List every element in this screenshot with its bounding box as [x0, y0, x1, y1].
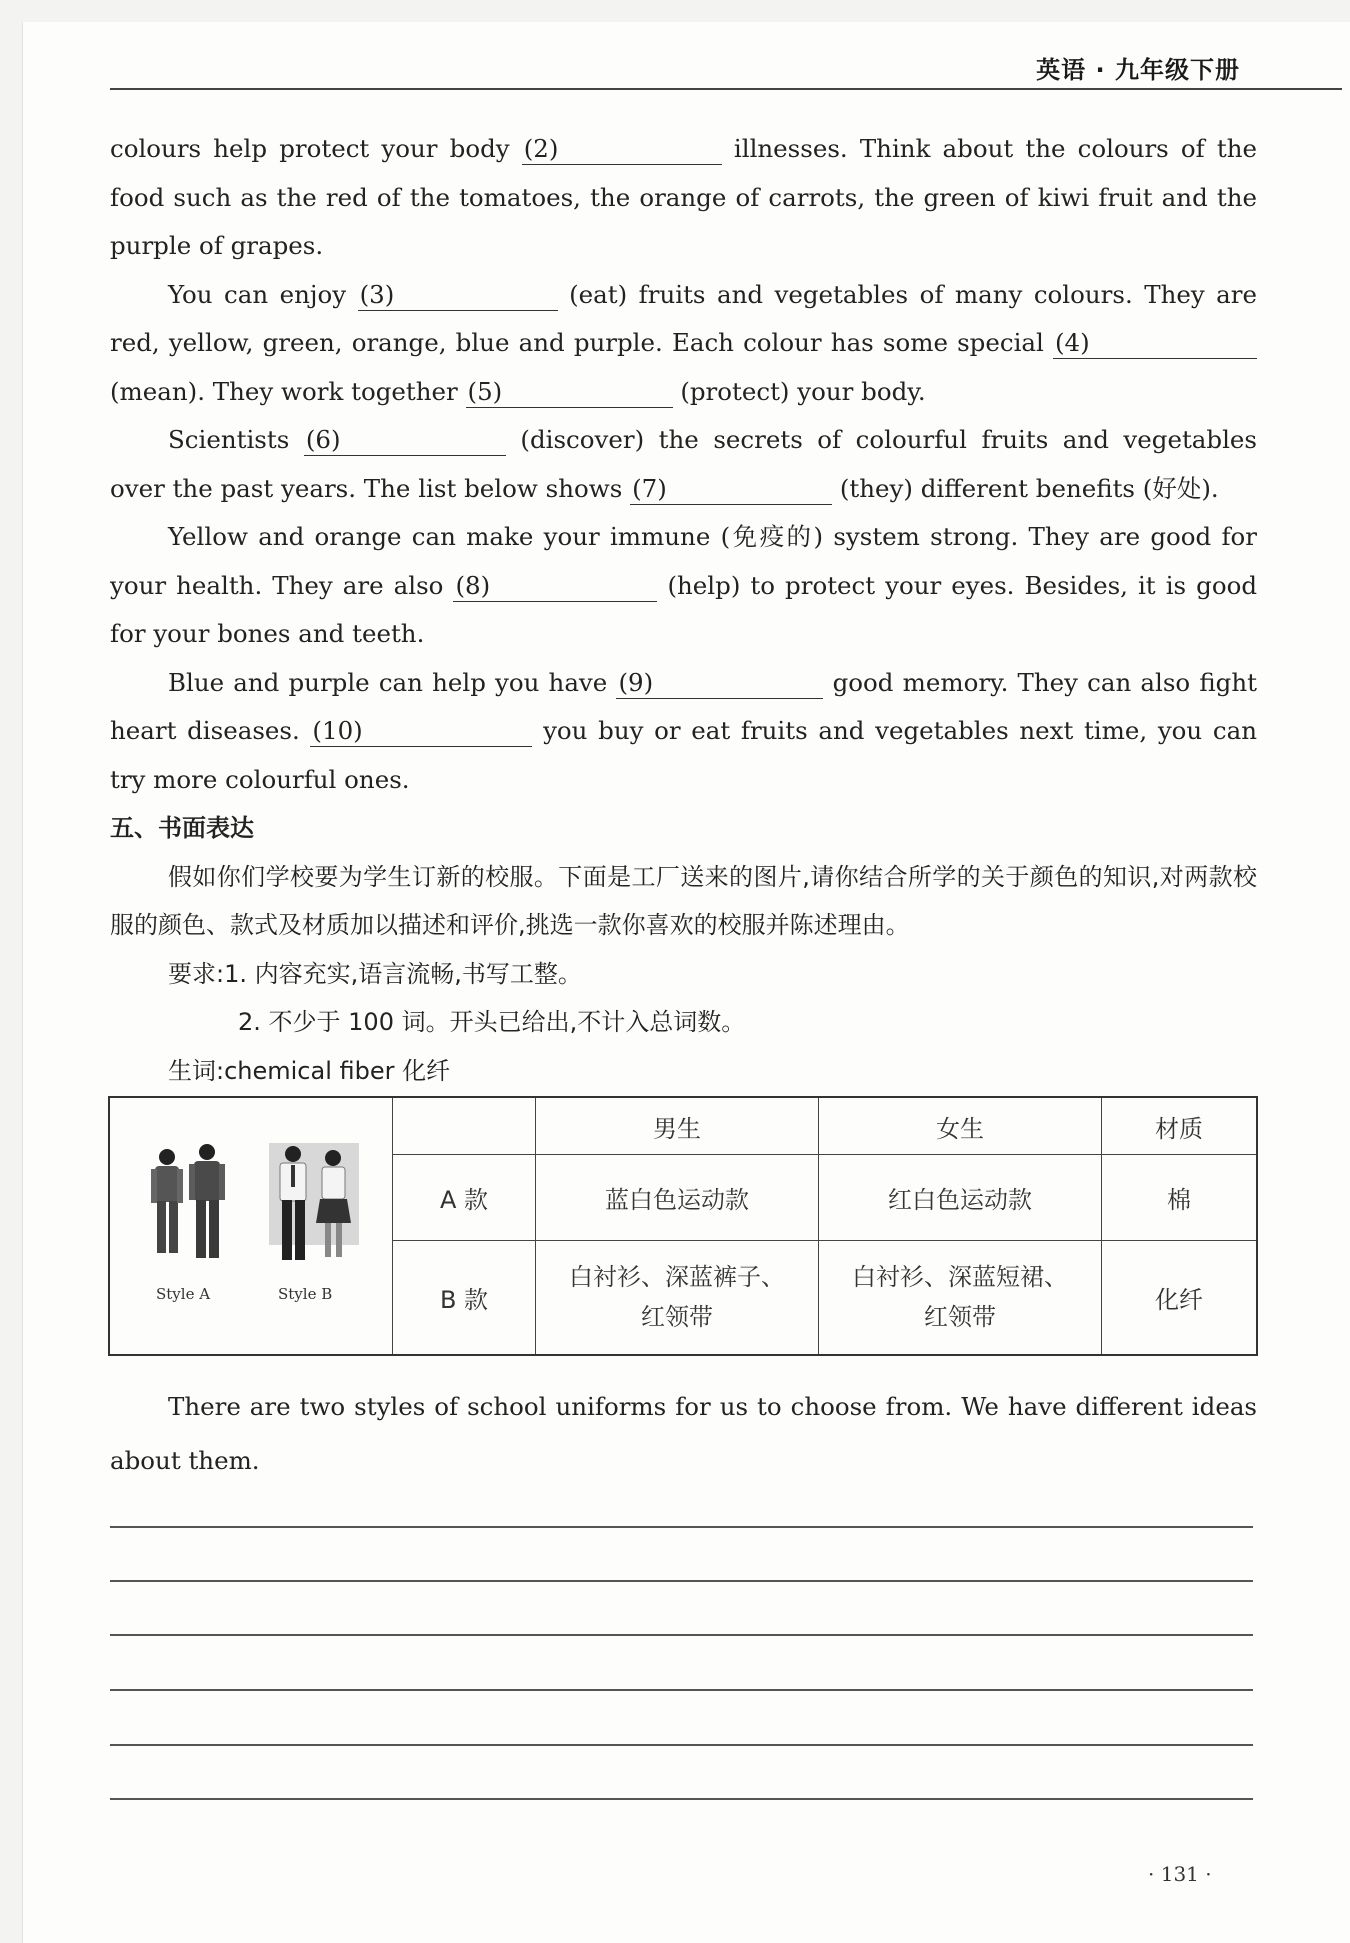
writing-line[interactable]: [110, 1526, 1253, 1528]
boys-style: 蓝白色运动款: [536, 1155, 819, 1240]
girls-style: 白衬衫、深蓝短裙、 红领带: [819, 1240, 1102, 1355]
writing-line[interactable]: [110, 1580, 1253, 1582]
paragraph-1: colours help protect your body (2) illnesses. Think about the colours of the food such as the red of the tomatoes, the orange of carrots, the green of kiwi fruit and the purple of grapes.: [110, 134, 1257, 260]
writing-instruction: 假如你们学校要为学生订新的校服。下面是工厂送来的图片,请你结合所学的关于颜色的知识,对两款校服的颜色、款式及材质加以描述和评价,挑选一款你喜欢的校服并陈述理由。: [110, 862, 1257, 939]
paragraph-4: Yellow and orange can make your immune (免疫的) system strong. They are good for your health. They are also (8) (help) to protect your eyes. Besides, it is good for your bones and teeth.: [110, 522, 1257, 648]
section-title: 五、书面表达: [110, 814, 254, 842]
header-rule: [110, 88, 1342, 90]
material: 化纤: [1102, 1240, 1258, 1355]
requirement-1: 要求:1. 内容充实,语言流畅,书写工整。: [168, 959, 582, 988]
writing-line[interactable]: [110, 1744, 1253, 1746]
paragraph-2: You can enjoy (3) (eat) fruits and vegetables of many colours. They are red, yellow, green, orange, blue and purple. Each colour has some special (4) (mean). They work together (5) (protect) your body.: [110, 279, 1257, 406]
essay-start: There are two styles of school uniforms for us to choose from. We have different ideas about them.: [110, 1392, 1257, 1475]
paragraph-5: Blue and purple can help you have (9) good memory. They can also fight heart diseases. (10) you buy or eat fruits and vegetables next time, you can try more colourful ones.: [110, 667, 1257, 794]
blank-6[interactable]: (6): [304, 425, 506, 456]
style-a-figures: [145, 1143, 233, 1269]
uniform-photos: [111, 1099, 391, 1353]
boys-style: 白衬衫、深蓝裤子、 红领带: [536, 1240, 819, 1355]
writing-line[interactable]: [110, 1689, 1253, 1691]
blank-5[interactable]: (5): [466, 377, 673, 408]
blank-3[interactable]: (3): [358, 280, 558, 311]
blank-10[interactable]: (10): [310, 716, 532, 747]
page-number: · 131 ·: [1148, 1862, 1212, 1886]
uniform-table: [108, 1096, 1258, 1356]
blank-8[interactable]: (8): [453, 571, 657, 602]
blank-9[interactable]: (9): [616, 668, 823, 699]
passage: [110, 125, 1257, 1095]
paragraph-3: Scientists (6) (discover) the secrets of colourful fruits and vegetables over the past years. The list below shows (7) (they) different benefits (好处).: [110, 425, 1257, 503]
blank-2[interactable]: (2): [522, 134, 722, 165]
material: 棉: [1102, 1155, 1258, 1240]
header-cell-boys: 男生: [536, 1097, 819, 1155]
header-cell-empty: [393, 1097, 536, 1155]
row-label: A 款: [393, 1155, 536, 1240]
vocabulary-note: 生词:chemical fiber 化纤: [168, 1056, 451, 1085]
row-label: B 款: [393, 1240, 536, 1355]
requirement-2: 2. 不少于 100 词。开头已给出,不计入总词数。: [238, 1008, 746, 1036]
blank-4[interactable]: (4): [1053, 328, 1257, 359]
writing-line[interactable]: [110, 1634, 1253, 1636]
style-b-caption: Style B: [278, 1285, 333, 1303]
header-cell-girls: 女生: [819, 1097, 1102, 1155]
header-title: 英语 · 九年级下册: [1036, 56, 1240, 84]
uniform-photo-cell: [109, 1097, 393, 1355]
writing-line[interactable]: [110, 1798, 1253, 1800]
girls-style: 红白色运动款: [819, 1155, 1102, 1240]
header-cell-material: 材质: [1102, 1097, 1258, 1155]
blank-7[interactable]: (7): [630, 474, 832, 505]
style-a-caption: Style A: [156, 1285, 211, 1303]
style-b-figures: [267, 1143, 361, 1269]
